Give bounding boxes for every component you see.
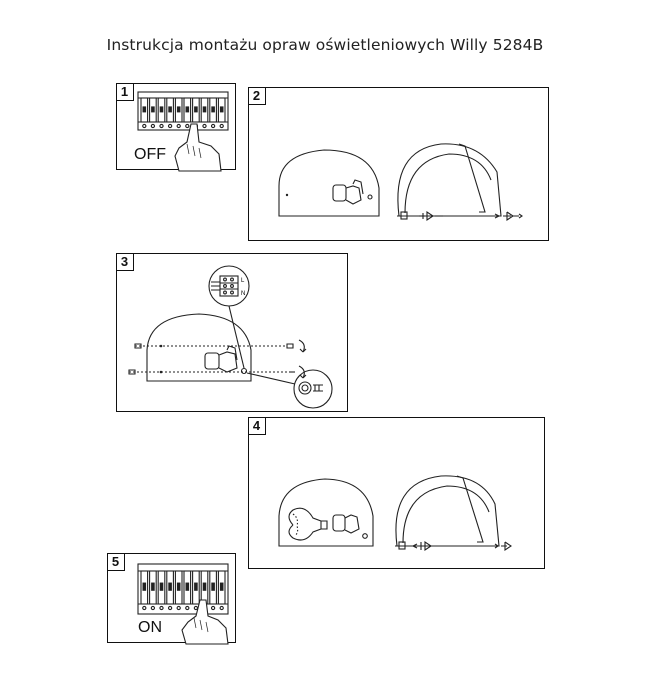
terminal-l-label: L <box>241 278 245 284</box>
breaker-switch <box>211 583 215 591</box>
breaker-switch <box>151 583 155 591</box>
breaker-screw <box>143 124 146 127</box>
breaker-screw <box>151 124 154 127</box>
breaker-switch <box>160 106 164 112</box>
breaker-screw <box>186 606 189 609</box>
breaker-screw <box>169 124 172 127</box>
wiring-installation-illustration <box>117 254 349 413</box>
breaker-screw <box>160 124 163 127</box>
breaker-screw <box>160 606 163 609</box>
step-2-panel <box>248 87 549 241</box>
breaker-switch <box>151 106 155 112</box>
document-title: Instrukcja montażu opraw oświetleniowych Willy 5284B <box>106 36 544 54</box>
step-5-panel <box>107 553 236 643</box>
step-4-number: 4 <box>248 417 266 435</box>
lamp-disassembly-illustration <box>249 88 550 242</box>
breaker-switch <box>177 106 181 112</box>
breaker-screw <box>212 606 215 609</box>
breaker-switch <box>143 106 147 112</box>
breaker-switch <box>168 583 172 591</box>
breaker-switch <box>177 583 181 591</box>
breaker-switch <box>160 583 164 591</box>
step-2-number: 2 <box>248 87 266 105</box>
breaker-screw <box>212 124 215 127</box>
breaker-screw <box>220 606 223 609</box>
on-label: ON <box>138 619 162 636</box>
breaker-screw <box>177 124 180 127</box>
breaker-screw <box>143 606 146 609</box>
breaker-switch <box>143 583 147 591</box>
breaker-switch <box>220 106 224 112</box>
off-label: OFF <box>134 146 166 163</box>
breaker-switch <box>194 106 198 112</box>
breaker-screw <box>203 124 206 127</box>
terminal-n-label: N <box>241 291 246 297</box>
step-3-panel <box>116 253 348 412</box>
step-3-number: 3 <box>116 253 134 271</box>
breaker-switch <box>186 583 190 591</box>
breaker-screw <box>151 606 154 609</box>
step-1-panel <box>116 83 236 170</box>
breaker-switch <box>220 583 224 591</box>
bulb-installation-illustration <box>249 418 546 570</box>
breaker-panel-on-illustration <box>108 554 237 644</box>
step-1-number: 1 <box>116 83 134 101</box>
breaker-screw <box>177 606 180 609</box>
breaker-switch <box>168 106 172 112</box>
breaker-switch <box>186 106 190 112</box>
breaker-switch <box>194 583 198 591</box>
breaker-switch <box>203 583 207 591</box>
breaker-switch <box>203 106 207 112</box>
breaker-screw <box>186 124 189 127</box>
breaker-screw <box>220 124 223 127</box>
breaker-screw <box>194 606 197 609</box>
step-5-number: 5 <box>107 553 125 571</box>
breaker-screw <box>169 606 172 609</box>
breaker-switch <box>211 106 215 112</box>
step-4-panel <box>248 417 545 569</box>
